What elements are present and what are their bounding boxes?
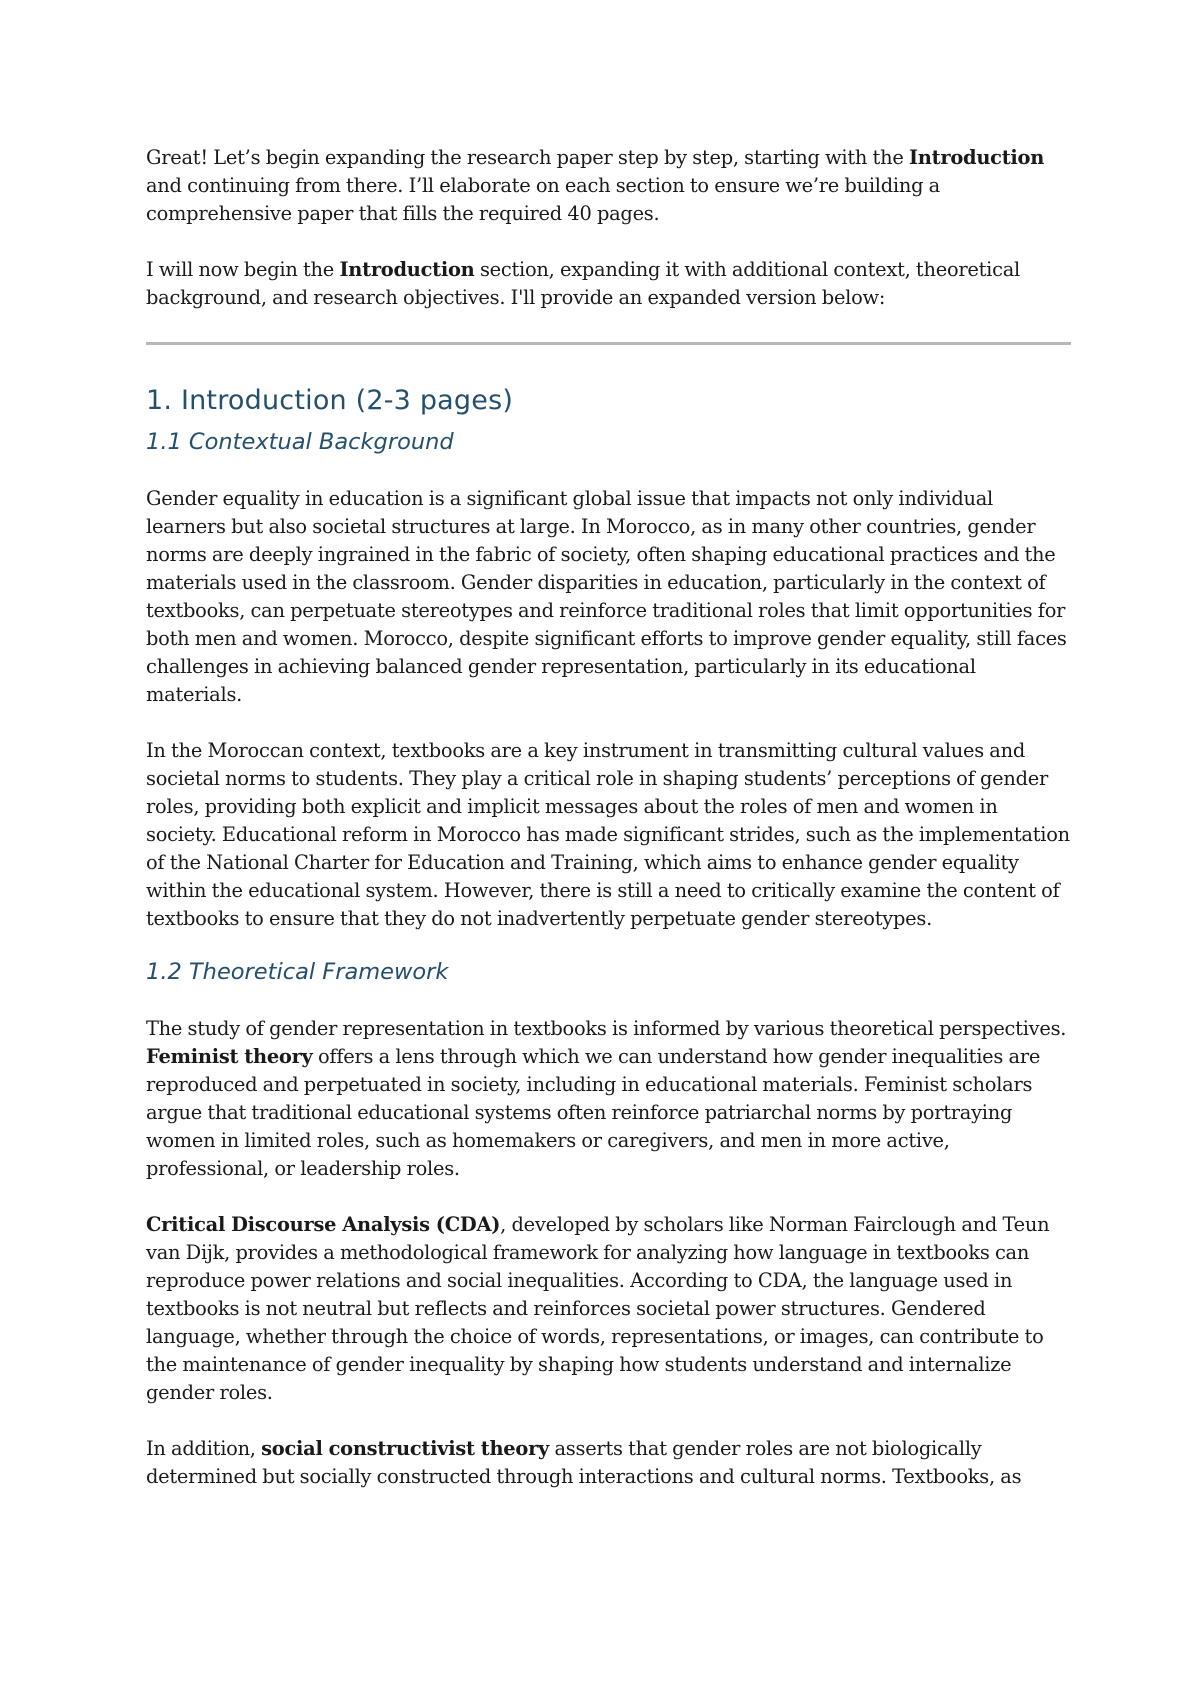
theory-p1-text-end: offers a lens through which we can understand how gender inequalities are reproduced and perpetuated in society, including in educational materials. Feminist scholars argue that traditional educational systems often reinforce patriarchal norms by portraying women in limited roles, such as homemakers or caregivers, and men in more active, professional, or leadership roles. bbox=[146, 1045, 1041, 1180]
theory-p3-text-start: In addition, bbox=[146, 1437, 262, 1460]
theory-paragraph-2 bbox=[146, 1211, 1071, 1407]
contextual-paragraph-2: In the Moroccan context, textbooks are a key instrument in transmitting cultural values and societal norms to students. They play a critical role in shaping students’ perceptions of gender roles, providing both explicit and implicit messages about the roles of men and women in society. Educational reform in Morocco has made significant strides, such as the implementation of the National Charter for Education and Training, which aims to enhance gender equality within the educational system. However, there is still a need to critically examine the content of textbooks to ensure that they do not inadvertently perpetuate gender stereotypes. bbox=[146, 739, 1070, 930]
theory-p1-bold: Feminist theory bbox=[146, 1045, 313, 1068]
intro-paragraph-1 bbox=[146, 144, 1071, 228]
contextual-paragraph-1: Gender equality in education is a significant global issue that impacts not only individual learners but also societal structures at large. In Morocco, as in many other countries, gender norms are deeply ingrained in the fabric of society, often shaping educational practices and the materials used in the classroom. Gender disparities in education, particularly in the context of textbooks, can perpetuate stereotypes and reinforce traditional roles that limit opportunities for both men and women. Morocco, despite significant efforts to improve gender equality, still faces challenges in achieving balanced gender representation, particularly in its educational materials. bbox=[146, 487, 1067, 706]
intro-p2-bold: Introduction bbox=[339, 258, 475, 281]
document-content bbox=[146, 144, 1071, 1491]
theory-p3-bold: social constructivist theory bbox=[261, 1437, 550, 1460]
horizontal-rule bbox=[146, 342, 1071, 345]
intro-p1-text-end: and continuing from there. I’ll elaborate on each section to ensure we’re building a comprehensive paper that fills the required 40 pages. bbox=[146, 174, 940, 225]
intro-p2-text-end: section, expanding it with additional context, theoretical background, and research objectives. I'll provide an expanded version below: bbox=[146, 258, 1020, 309]
theory-p2-bold: Critical Discourse Analysis (CDA) bbox=[146, 1213, 501, 1236]
theory-p1-text-start: The study of gender representation in textbooks is informed by various theoretical perspectives. bbox=[146, 1017, 1067, 1040]
theory-p2-text-end: , developed by scholars like Norman Fairclough and Teun van Dijk, provides a methodological framework for analyzing how language in textbooks can reproduce power relations and social inequalities. According to CDA, the language used in textbooks is not neutral but reflects and reinforces societal power structures. Gendered language, whether through the choice of words, representations, or images, can contribute to the maintenance of gender inequality by shaping how students understand and internalize gender roles. bbox=[146, 1213, 1050, 1404]
intro-p1-bold: Introduction bbox=[908, 146, 1045, 169]
intro-p2-text-start: I will now begin the bbox=[146, 258, 340, 281]
intro-paragraph-2 bbox=[146, 256, 1071, 312]
theory-paragraph-1 bbox=[146, 1015, 1071, 1183]
section-heading: 1. Introduction (2-3 pages) bbox=[146, 385, 514, 416]
intro-p1-text-start: Great! Let’s begin expanding the research paper step by step, starting with the bbox=[146, 146, 909, 169]
theory-paragraph-3 bbox=[146, 1435, 1071, 1491]
subsection-heading-theoretical-framework: 1.2 Theoretical Framework bbox=[146, 959, 449, 985]
theory-p3-text-end: asserts that gender roles are not biologically determined but socially constructed through interactions and cultural norms. Textbooks, as bbox=[146, 1437, 1022, 1488]
subsection-heading-contextual-background: 1.1 Contextual Background bbox=[146, 429, 454, 455]
